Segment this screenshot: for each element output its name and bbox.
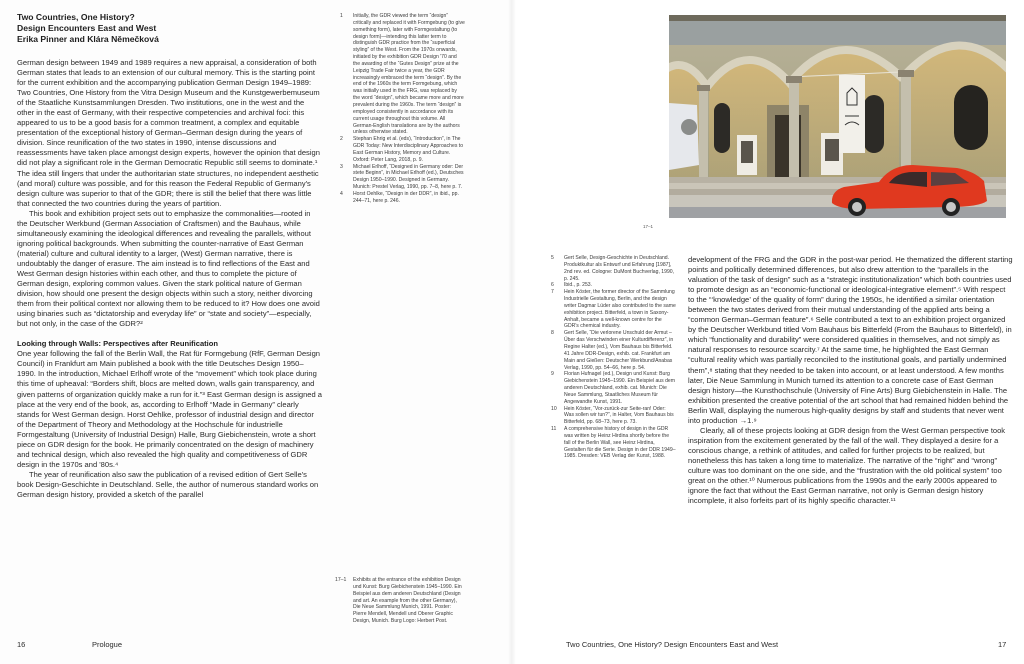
- paragraph: This book and exhibition project sets out to emphasize the commonalities—rooted in the Deutscher Werkbund (German Association of Craftsmen) and the Bauhaus, while simultaneously examining the ideological differences and revealing the parallels, without ignoring political backgrounds. When submitting the counter-narrative of East German (material) culture and cultural identity to a larger, (West) German narrative, there is undoubtably the danger of erasure. The aim instead is to find reflections of the East and West German design histories within each other, and thus to complete the picture of German design, exploring common values. Given the stark political nature of German division, how should one present the design objects within such a story, neither divorcing them from their political context nor allowing them to be reduced to it? How does one avoid using binaries such as “dictatorship and everyday life” or “state and society”—especially, but not only, in the case of the GDR?²: [17, 208, 320, 329]
- chapter-subtitle: Design Encounters East and West: [17, 23, 157, 33]
- running-section-left: Prologue: [92, 640, 123, 649]
- footnote-number: 5: [551, 255, 554, 261]
- footnote: [340, 136, 465, 163]
- footnotes-right: [551, 255, 676, 460]
- paragraph: The year of reunification also saw the publication of a revised edition of Gert Selle's book Design-Geschichte in Deutschland. Selle, the author of numerous standard works on German design history, provided a sketch of the parallel: [17, 469, 319, 499]
- footnote-number: 3: [340, 163, 343, 170]
- footnote-number: 2: [340, 136, 343, 143]
- footnote-text: Hein Köster, “Vor-zurück-zur Seite-ran! Oder: Was sollen wir tun?”, in Halter, Vom Bauhaus bis Bitterfeld, pp. 68–73, here p. 73.: [564, 405, 674, 426]
- footnote-number: 11: [551, 426, 557, 433]
- footnote-text: Ibid., p. 253.: [564, 282, 593, 289]
- chapter-heading: [17, 12, 317, 45]
- footnote-number: 9: [551, 371, 554, 378]
- exhibition-photo: [669, 15, 1006, 218]
- chapter-authors: Erika Pinner and Klára Němečková: [17, 34, 159, 44]
- footnote-text: Gert Selle, “Die verlorene Unschuld der Armut – Über das Verschwinden einer Kulturdifferenz”, in Regine Halter (ed.), Vom Bauhaus bis Bitterfeld. 41 Jahre DDR-Design, exhib. cat. Frankfurt am Main and Gießen: Deutscher Werkbund/Anabas Verlag, 1990, pp. 54–66, here p. 54.: [564, 330, 674, 371]
- gutter-shadow: [508, 0, 516, 664]
- footnote: [340, 191, 465, 205]
- paragraph: German design between 1949 and 1989 requires a new appraisal, a consideration of both German states that leads to an extension of our cultural memory. This is the starting point for the current exhibition and the accompanying publication German Design 1949–1989: Two Countries, One History from the Vitra Design Museum and the Kunstgewerbemuseum of the Staatliche Kunstsammlungen Dresden. Two institutions, one in the west and the other in the east of Germany, with their respective competencies and archival foci: this appeared to us to be a good basis for a common treatment, a complex and equitable presentation of the exceptional history of German–German design during the years of division. Since reunification of the two states in 1990, intense discussions and reassessments have taken place amongst design experts, however the opinion that design did not play a significant role in the German Democratic Republic still seems to dominate.¹ The idea still lingers that under the authoritarian state structures, no independent aesthetic (and moral) culture was possible, and for this reason the Federal Republic of Germany's design culture was superior to that of the GDR; there is still the belief that there was little that connected the two countries during the years of partition.: [17, 58, 320, 208]
- footnote-number: 8: [551, 330, 554, 337]
- footnote: [551, 371, 676, 405]
- footnote: [551, 426, 676, 460]
- footnote: [551, 289, 676, 330]
- footnote: [551, 406, 676, 427]
- footnote-text: A comprehensive history of design in the GDR was written by Heinz Hirdina shortly before the fall of the Berlin Wall, see Heinz Hirdina, Gestalten für die Serie. Design in der DDR 1949–1985. Dresden: VEB Verlag der Kunst, 1988.: [564, 426, 676, 460]
- section-subheading: Looking through Walls: Perspectives after Reunification: [17, 339, 218, 349]
- footnote: [551, 255, 676, 282]
- page-number-right: 17: [998, 640, 1007, 649]
- footnote-text: Michael Erlhoff, “Designed in Germany oder: Der stete Beginn”, in Michael Erlhoff (ed.), Deutsches Design 1950–1990. Designed in Germany. Munich: Prestel Verlag, 1990, pp. 7–8, here p. 7.: [353, 163, 464, 191]
- footnote-text: Gert Selle, Design-Geschichte in Deutschland. Produktkultur als Entwurf und Erfahrung [1987], 2nd rev. ed. Cologne: DuMont Buchverlag, 1990, p. 245.: [564, 255, 675, 282]
- footnote-text: Initially, the GDR viewed the term “design” critically and replaced it with Formgebung (to give something form), later with Formgestaltung (to design form)—intending this latter term to distinguish GDR practice from the “superficial styling” of the West. From the 1970s onwards, initiated by the exhibition GDR Design '70 and the awarding of the “Gutes Design” prize at the Leipzig Trade Fair twice a year, the GDR increasingly embraced the term “design”. By the end of the 1960s the term Formgebung, which was initially used in the FRG, was replaced by the word “design”, which became more and more prevalent during the 1960s. The term “design” is employed consistently in accordance with its current usage throughout this volume. All German-English translations are by the authors unless otherwise stated.: [353, 13, 465, 136]
- footnotes-left: [340, 13, 465, 205]
- footnote-number: 4: [340, 190, 343, 197]
- paragraph: development of the FRG and the GDR in the post-war period. He thematized the different starting points and politically determined differences, but also drew attention to the “parallels in the valuation of the task of design” such as a “strategic institutionalization” which both countries used to promote design as an “economic-functional or ideological-integrative element”.⁵ With respect to the “‘knowledge’ of the quality of form” during the 1950s, he identified a similar orientation between the two states derived from their mutual understanding of the applied arts being a “common German–German feature”.⁶ Selle contributed a text to an exhibition project organized by the Deutscher Werkbund titled Vom Bauhaus bis Bitterfeld (From the Bauhaus to Bitterfeld), in which “functionality and durability” were considered qualities in themselves, and not simply as natural responses to resource scarcity.⁷ At the same time, he highlighted the East German “cultural reality which was partially reconciled to the institutional goals, and partially undermined them”,⁸ stating that they needed to be taken into account, or at least understood. A few months later, Die Neue Sammlung in Munich turned its attention to a concrete case of East German design history—the Kunsthochschule (University of Fine Arts) Burg Giebichenstein in Halle. The exhibition presented the creative potential of the art school that had remained hidden behind the Berlin Wall, displaying the numerous high-quality designs by staff and students that never went into production →1.⁹: [688, 255, 1013, 425]
- page-number-left: 16: [17, 640, 26, 649]
- caption-text: Exhibits at the entrance of the exhibition Design und Kunst: Burg Giebichenstein 1945–1990. Ein Beispiel aus dem anderen Deutschland (Design and art. An example from the other Germany), Die Neue Sammlung Munich, 1991. Poster: Pierre Mendell, Mendell und Oberer Graphic Design, Munich. Burg Logo: Herbert Post.: [353, 577, 462, 625]
- footnote: [551, 330, 676, 371]
- footnote: [551, 282, 676, 289]
- footnote-text: Stephan Ehrig et al. (eds), “Introduction”, in The GDR Today: New Interdisciplinary Approaches to East German History, Memory and Culture. Oxford: Peter Lang, 2018, p. 9.: [353, 136, 464, 163]
- footnote: [340, 13, 465, 136]
- footnote-number: 1: [340, 13, 343, 19]
- footnote-number: 6: [551, 282, 554, 289]
- paragraph: One year following the fall of the Berlin Wall, the Rat für Formgebung (RfF, German Design Council) in Frankfurt am Main published a book with the title Deutsches Design 1950–1990. In the introduction, Michael Erlhoff wrote of the “movement” which took place during this time of upheaval: “Borders shift, blocs are melted down, walls gain transparency, and given patterns of organization quickly make a run for it.”³ East German design is assigned a place at the very end of the book, as, according to Erlhoff “Made in Germany” clearly stands for West German design. Horst Oehlke, professor of industrial design and director of the Department of Theory and Methodology at the Hochschule für industrielle Formgestaltung (University of Industrial Design) Halle, Burg Giebichenstein, wrote a short piece on GDR design for the book. He primarily concentrated on the design of machinery and technical design, which also revealed the high quality and competitiveness of GDR design in the 1970s and '80s.⁴: [17, 349, 322, 469]
- photo-illustration: [669, 15, 1006, 218]
- figure-caption: [335, 577, 465, 625]
- left-body-text: [17, 58, 322, 500]
- footnote-text: Florian Hufnagel (ed.), Design und Kunst: Burg Giebichenstein 1945–1990. Ein Beispiel aus dem anderen Deutschland, exhib. cat. Munich: Die Neue Sammlung, Staatliches Museum für Angewandte Kunst, 1991.: [564, 371, 676, 405]
- footnote-text: Hein Köster, the former director of the Sammlung Industrielle Gestaltung, Berlin, and the design writer Dagmar Lüder also contributed to the same exhibition project. Bitterfeld, a town in Saxony-Anhalt, became a well-known centre for the GDR's chemical industry.: [564, 289, 676, 330]
- running-title-right: Two Countries, One History? Design Encounters East and West: [566, 640, 779, 649]
- footnote-number: 10: [551, 405, 557, 412]
- footnote-number: 7: [551, 289, 554, 296]
- footnote: [340, 164, 465, 191]
- right-body-text: [688, 255, 1013, 506]
- footnote-text: Horst Oehlke, “Design in der DDR”, in ibid., pp. 244–71, here p. 246.: [353, 190, 459, 204]
- chapter-title: Two Countries, One History?: [17, 12, 135, 22]
- caption-number: 17–1: [335, 577, 347, 583]
- photo-figure-number: 17–1: [643, 224, 654, 229]
- paragraph: Clearly, all of these projects looking at GDR design from the West German perspective took inspiration from the excitement generated by the fall of the wall. They displayed a desire for a conscious change, a rethink of attitudes, and called for further projects to be realized, but nonetheless this has taken a long time to materialize. The narrative of the “right” and “wrong” culture was too dominant on the one side, and the “frustration with the old political system” too great on the other.¹⁰ Numerous publications from the 1990s and the early 2000s appeared to ignore the fact that without the East German narrative, not only is German design history incomplete, it also forfeits part of its highly specific character.¹¹: [688, 425, 1006, 506]
